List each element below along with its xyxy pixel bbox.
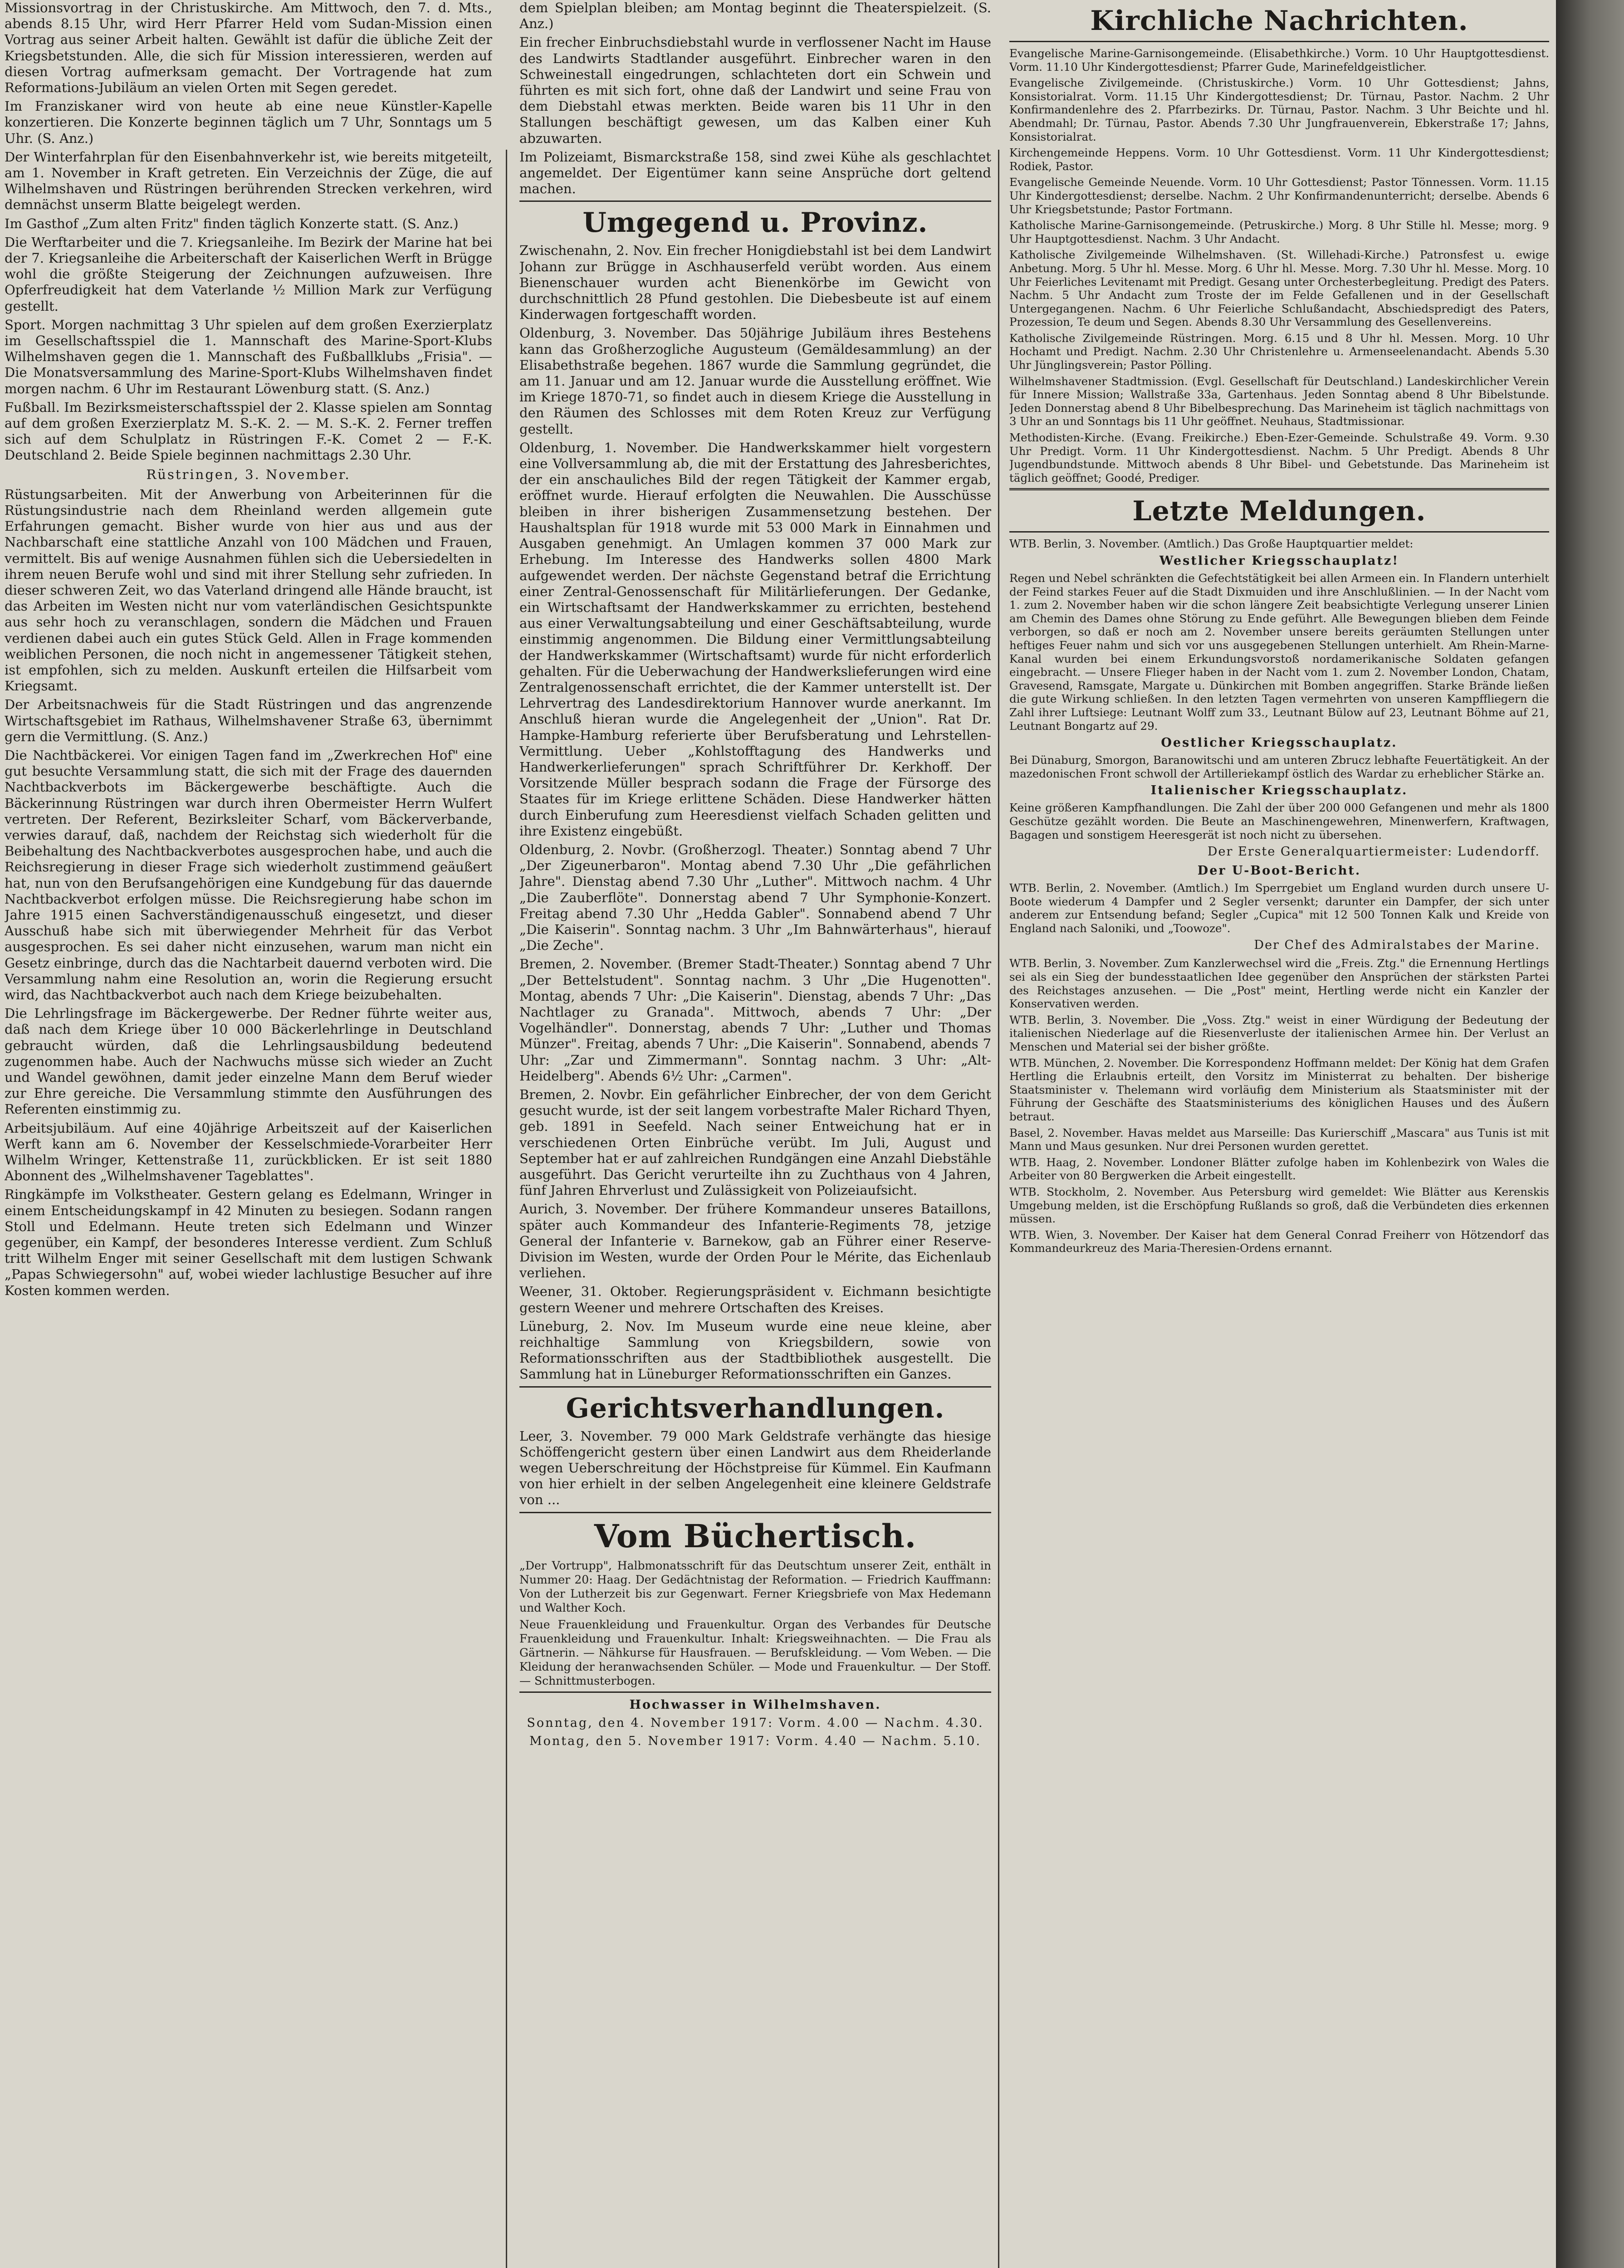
article-paragraph: Im Polizeiamt, Bismarckstraße 158, sind zwei Kühe als geschlachtet angemeldet. Der Eigentümer kann seine Ansprüche dort geltend machen. xyxy=(519,149,991,197)
church-news-block xyxy=(1009,47,1549,484)
heading-letzte-meldungen: Letzte Meldungen. xyxy=(1132,495,1426,528)
article-paragraph: Fußball. Im Bezirksmeisterschaftsspiel der 2. Klasse spielen am Sonntag auf dem großen Exerzierplatz M. S.-K. 2. — M. S.-K. 2. Ferner treffen sich auf dem Schulplatz in Rüstringen F.-K. Comet 2 — F.-K. Deutschland 2. Beide Spiele beginnen nachmittags 2.30 Uhr. xyxy=(5,399,492,463)
heading-umgegend: Umgegend u. Provinz. xyxy=(582,207,928,239)
column-middle xyxy=(519,0,991,2268)
section-rule xyxy=(1009,488,1549,490)
heading-kirchliche: Kirchliche Nachrichten. xyxy=(1090,5,1468,37)
tide-title: Hochwasser in Wilhelmshaven. xyxy=(629,1697,881,1712)
section-rule xyxy=(1009,41,1549,42)
east-front-report: Bei Dünaburg, Smorgon, Baranowitschi und am unteren Zbrucz lebhafte Feuertätigkeit. An der mazedonischen Front schwoll der Artilleriekampf östlich des Wardar zu erheblicher Stärke an. xyxy=(1009,753,1549,780)
section-rule xyxy=(519,200,991,202)
article-paragraph: Kirchengemeinde Heppens. Vorm. 10 Uhr Gottesdienst. Vorm. 11 Uhr Kindergottesdienst; Rodiek, Pastor. xyxy=(1009,146,1549,173)
court-news-block xyxy=(519,1428,991,1508)
article-paragraph: Evangelische Zivilgemeinde. (Christuskirche.) Vorm. 10 Uhr Gottesdienst; Jahns, Konsistorialrat. Vorm. 11.15 Uhr Kindergottesdienst; Dr. Türnau, Pastor. Nachm. 2 Uhr Konfirmandenlehre des 2. Pfarrbezirks. Dr. Türnau, Pastor. Nachm. 3 Uhr Beichte und hl. Abendmahl; Dr. Türnau, Pastor. Abends 7.30 Uhr Jungfrauenverein, Ebkerstraße 17; Jahns, Konsistorialrat. xyxy=(1009,76,1549,143)
article-paragraph: Die Werftarbeiter und die 7. Kriegsanleihe. Im Bezirk der Marine hat bei der 7. Kriegsanleihe die Arbeiterschaft der Kaiserlichen Werft in Brügge wohl die größte Steigerung der Zeichnungen aufzuweisen. Ihre Opferfreudigkeit hat dem Vaterlande ½ Million Mark zur Verfügung gestellt. xyxy=(5,234,492,314)
tide-line: Sonntag, den 4. November 1917: Vorm. 4.00 — Nachm. 4.30. xyxy=(527,1716,984,1730)
news-intro: WTB. Berlin, 3. November. (Amtlich.) Das Große Hauptquartier meldet: xyxy=(1009,537,1414,551)
article-paragraph: Methodisten-Kirche. (Evang. Freikirche.) Eben-Ezer-Gemeinde. Schulstraße 49. Vorm. 9.30 Uhr Predigt. Vorm. 11 Uhr Kindergottesdienst. Nachm. 5 Uhr Predigt. Abends 8 Uhr Jugendbundstunde. Mittwoch abends 8 Uhr Bibel- und Gebetstunde. Das Marineheim ist täglich geöffnet; Goodé, Prediger. xyxy=(1009,431,1549,484)
italy-front-report: Keine größeren Kampfhandlungen. Die Zahl der über 200 000 Gefangenen und mehr als 1800 Geschütze gezählt worden. Die Beute an Maschinengewehren, Minenwerfern, Kraftwagen, Bagagen und sonstigem Heeresgerät ist noch nicht zu übersehen. xyxy=(1009,801,1549,841)
section-rule xyxy=(1009,531,1549,533)
article-paragraph: WTB. Berlin, 3. November. Zum Kanzlerwechsel wird die „Freis. Ztg." die Ernennung Hertlings sei als ein Sieg der bundesstaatlichen Idee gegenüber den Ansprüchen der stärksten Partei des Reichstages anzusehen. — Die „Post" meint, Hertling werde nicht ein Kanzler der Konservativen werden. xyxy=(1009,957,1549,1011)
italy-front-title: Italienischer Kriegsschauplatz. xyxy=(1150,783,1408,798)
article-paragraph: Katholische Marine-Garnisongemeinde. (Petruskirche.) Morg. 8 Uhr Stille hl. Messe; morg. 9 Uhr Hauptgottesdienst. Nachm. 3 Uhr Andacht. xyxy=(1009,219,1549,245)
heading-buechertisch: Vom Büchertisch. xyxy=(594,1517,917,1555)
article-paragraph: Ein frecher Einbruchsdiebstahl wurde in verflossener Nacht im Hause des Landwirts Stadtlander ausgeführt. Einbrecher waren in den Schweinestall eingedrungen, schlachteten dort ein Schwein und führten es mit sich fort, ohne daß der Landwirt und seine Frau von dem Diebstahl etwas merkten. Beide waren bis 11 Uhr in den Stallungen beschäftigt gewesen, um das Kalben einer Kuh abzuwarten. xyxy=(519,34,991,146)
article-paragraph: Bremen, 2. November. (Bremer Stadt-Theater.) Sonntag abend 7 Uhr „Der Bettelstudent". Sonntag nachm. 3 Uhr „Die Hugenotten". Montag, abends 7 Uhr: „Die Kaiserin". Dienstag, abends 7 Uhr: „Das Nachtlager zu Granada". Mittwoch, abends 7 Uhr: „Der Vogelhändler". Donnerstag, abends 7 Uhr: „Luther und Thomas Münzer". Freitag, abends 7 Uhr: „Die Kaiserin". Sonnabend, abends 7 Uhr: „Zar und Zimmermann". Sonntag nachm. 3 Uhr: „Alt-Heidelberg". Abends 6½ Uhr: „Carmen". xyxy=(519,956,991,1084)
ruestringen-news-block xyxy=(5,487,492,1299)
article-paragraph: Oldenburg, 2. Novbr. (Großherzogl. Theater.) Sonntag abend 7 Uhr „Der Zigeunerbaron". Montag abend 7.30 Uhr „Die gefährlichen Jahre". Dienstag abend 7.30 Uhr „Luther". Mittwoch nachm. 4 Uhr „Die Zauberflöte". Donnerstag abend 7 Uhr Symphonie-Konzert. Freitag abend 7.30 Uhr „Hedda Gabler". Sonnabend abend 7 Uhr „Die Kaiserin". Sonntag nachm. 3 Uhr „Im Bahnwärterhaus", hierauf „Die Zeche". xyxy=(519,841,991,953)
column-divider xyxy=(998,150,999,2268)
article-paragraph: Aurich, 3. November. Der frühere Kommandeur unseres Bataillons, später auch Kommandeur des Infanterie-Regiments 78, jetzige General der Infanterie v. Barnekow, gab an Führer einer Reserve-Division im Westen, wurde der Orden Pour le Mérite, das Eichenlaub verliehen. xyxy=(519,1201,991,1281)
article-paragraph: Oldenburg, 1. November. Die Handwerkskammer hielt vorgestern eine Vollversammlung ab, die mit der Erstattung des Jahresberichtes, der ein anschauliches Bild der regen Tätigkeit der Kammer ergab, eröffnet wurde. Hierauf erfolgten die Neuwahlen. Die Ausschüsse bleiben in ihrer bisherigen Zusammensetzung bestehen. Der Haushaltsplan für 1918 wurde mit 53 000 Mark in Einnahmen und Ausgaben genehmigt. An Umlagen kommen 37 000 Mark zur Erhebung. Im Interesse des Handwerks sollen 4800 Mark aufgewendet werden. Der nächste Gegenstand betraf die Errichtung einer Zentral-Genossenschaft für Militärlieferungen. Der Gedanke, ein Wirtschaftsamt der Handwerkskammer zu errichten, bestehend aus einer Verwaltungsabteilung und einer Geschäftsabteilung, wurde einstimmig angenommen. Die Bildung einer Vermittlungsabteilung der Handwerkskammer (Wirtschaftsamt) wurde für nicht erforderlich gehalten. Für die Ueberwachung der Handwerkslieferungen wird eine Zentralgenossenschaft errichtet, die der Kammer unterstellt ist. Der Lehrvertrag des Landesdirektorium Hannover wurde anerkannt. Im Anschluß hieran wurde die Angelegenheit der „Union". Rat Dr. Hampke-Hamburg referierte über Berufsberatung und Lehrstellen-Vermittlung. Ueber „Kohlstofftagung des Handwerks und Handwerkerlieferungen" sprach Schriftführer Dr. Kerkhoff. Der Vorsitzende Müller besprach sodann die Frage der Fürsorge des Staates für im Kriege erlittene Schäden. Diese Handwerker hätten durch Einberufung zum Heeresdienst vielfach Schaden gelitten und ihre Existenz eingebüßt. xyxy=(519,440,991,839)
article-paragraph: Neue Frauenkleidung und Frauenkultur. Organ des Verbandes für Deutsche Frauenkleidung und Frauenkultur. Inhalt: Kriegsweihnachten. — Die Frau als Gärtnerin. — Nähkurse für Hausfrauen. — Berufskleidung. — Vom Weben. — Die Kleidung der heranwachsenden Schüler. — Mode und Frauenkultur. — Der Stoff. — Schnittmusterbogen. xyxy=(519,1618,991,1687)
latest-news-block xyxy=(1009,957,1549,1255)
province-news-block xyxy=(519,243,991,1382)
article-paragraph: Rüstungsarbeiten. Mit der Anwerbung von Arbeiterinnen für die Rüstungsindustrie nach dem Rheinland werden allgemein gute Erfahrungen gemacht. Bisher wurde von hier aus und aus der Nachbarschaft eine stattliche Anzahl von 100 Mädchen und Frauen, vermittelt. Bis auf wenige Ausnahmen fühlen sich die Uebersiedelten in ihrem neuen Berufe wohl und sind mit ihrer Stellung sehr zufrieden. In dieser schweren Zeit, wo das Vaterland dringend alle Hände braucht, ist das Arbeiten im Westen nicht nur vom vaterländischen Gesichtspunkte aus sehr hoch zu veranschlagen, sondern die Mädchen und Frauen verdienen dabei auch ein gutes Stück Geld. Allen in Frage kommenden weiblichen Personen, die noch nicht in angemessener Tätigkeit stehen, ist empfohlen, sich zu melden. Auskunft erteilen die Hilfsarbeit vom Kriegsamt. xyxy=(5,486,492,694)
article-paragraph: Wilhelmshavener Stadtmission. (Evgl. Gesellschaft für Deutschland.) Landeskirchlicher Verein für Innere Mission; Wallstraße 33a, Gartenhaus. Jeden Sonntag abend 8 Uhr Bibelstunde. Jeden Donnerstag abend 8 Uhr Bibelbesprechung. Das Marineheim ist täglich nachmittags von 3 Uhr an und Sonntags bis 11 Uhr geöffnet. Neuhaus, Stadtmissionar. xyxy=(1009,374,1549,428)
article-paragraph: Weener, 31. Oktober. Regierungspräsident v. Eichmann besichtigte gestern Weener und mehrere Ortschaften des Kreises. xyxy=(519,1284,991,1315)
east-front-title: Oestlicher Kriegsschauplatz. xyxy=(1161,736,1398,750)
article-paragraph: Evangelische Gemeinde Neuende. Vorm. 10 Uhr Gottesdienst; Pastor Tönnessen. Vorm. 11.15 Uhr Kindergottesdienst; derselbe. Nachm. 2 Uhr Konfirmandenunterricht; derselbe. Abends 6 Uhr Kriegsbetstunde; Pastor Fortmann. xyxy=(1009,176,1549,216)
article-paragraph: „Der Vortrupp", Halbmonatsschrift für das Deutschtum unserer Zeit, enthält in Nummer 20: Haag. Der Gedächtnistag der Reformation. — Friedrich Kauffmann: Von der Lutherzeit bis zur Gegenwart. Ferner Kriegsbriefe von Max Hedemann und Walther Koch. xyxy=(519,1559,991,1614)
dateline-ruestringen: Rüstringen, 3. November. xyxy=(146,466,351,482)
article-paragraph: Zwischenahn, 2. Nov. Ein frecher Honigdiebstahl ist bei dem Landwirt Johann zur Brügge in Aschhauserfeld verübt worden. Aus einem Bienenschauer wurden acht Bienenkörbe im Gewicht von durchschnittlich 28 Pfund gestohlen. Die Diebesbeute ist auf einem Kinderwagen fortgeschafft worden. xyxy=(519,243,991,323)
article-paragraph: Bremen, 2. Novbr. Ein gefährlicher Einbrecher, der von dem Gericht gesucht wurde, ist der seit langem vorbestrafte Maler Richard Thyen, geb. 1891 in Seefeld. Nach seiner Entweichung hat er in verschiedenen Orten Einbrüche verübt. Im Juli, August und September hat er auf zahlreichen Rundgängen eine Anzahl Diebstähle ausgeführt. Das Gericht verurteilte ihn zu Zuchthaus von 4 Jahren, fünf Jahren Ehrverlust und Zulässigkeit von Polizeiaufsicht. xyxy=(519,1087,991,1198)
west-front-report: Regen und Nebel schränkten die Gefechtstätigkeit bei allen Armeen ein. In Flandern unterhielt der Feind starkes Feuer auf die Stadt Dixmuiden und ihre Anschlußlinien. — In der Nacht vom 1. zum 2. November haben wir die schon längere Zeit beabsichtigte Verlegung unserer Linien am Chemin des Dames ohne Störung zu Ende geführt. Alle Bewegungen blieben dem Feinde verborgen, so daß er noch am 2. November unsere bereits geräumten Stellungen unter heftiges Feuer nahm und sich vor uns ausgegebenen Stellungen unterhielt. Am Rhein-Marne-Kanal wurden bei einem Erkundungsvorstoß nordamerikanische Soldaten gefangen eingebracht. — Unsere Flieger haben in der Nacht vom 1. zum 2. November London, Chatam, Gravesend, Ramsgate, Margate u. Dünkirchen mit Bomben angegriffen. Starke Brände ließen die gute Wirkung schließen. In den letzten Tagen vermehrten von unseren Kampffliegern die Zahl ihrer Luftsiege: Leutnant Wolff zum 33., Leutnant Bülow auf 23, Leutnant Böhme auf 21, Leutnant Bongartz auf 29. xyxy=(1009,572,1549,733)
article-paragraph: Im Franziskaner wird von heute ab eine neue Künstler-Kapelle konzertieren. Die Konzerte beginnen täglich um 7 Uhr, Sonntags um 5 Uhr. (S. Anz.) xyxy=(5,98,492,146)
column-left xyxy=(5,0,492,2268)
heading-gericht: Gerichtsverhandlungen. xyxy=(566,1392,945,1424)
section-rule xyxy=(519,1512,991,1513)
article-paragraph: Sport. Morgen nachmittag 3 Uhr spielen auf dem großen Exerzierplatz im Gesellschaftsspiel die 1. Mannschaft des Marine-Sport-Klubs Wilhelmshaven gegen die 1. Mannschaft des Fußballklubs „Frisia". — Die Monatsversammlung des Marine-Sport-Klubs Wilhelmshaven findet morgen nachm. 6 Uhr im Restaurant Löwenburg statt. (S. Anz.) xyxy=(5,317,492,396)
article-paragraph: Die Lehrlingsfrage im Bäckergewerbe. Der Redner führte weiter aus, daß nach dem Kriege über 10 000 Bäckerlehrlinge in Deutschland gebraucht würden, daß die Lehrlingsausbildung bedeutend zugenommen habe. Auch der Nachwuchs müsse sich wieder an Zucht und Wandel gewöhnen, damit jeder einzelne Mann dem Beruf wieder zur Ehre gereiche. Die Versammlung stimmte den Ausführungen des Referenten einstimmig zu. xyxy=(5,1006,492,1117)
article-paragraph: Im Gasthof „Zum alten Fritz" finden täglich Konzerte statt. (S. Anz.) xyxy=(5,215,459,231)
article-paragraph: Missionsvortrag in der Christuskirche. Am Mittwoch, den 7. d. Mts., abends 8.15 Uhr, wird Herr Pfarrer Held vom Sudan-Mission einen Vortrag aus seiner Arbeit halten. Gewählt ist dafür die übliche Zeit der Kriegsbetstunden. Alle, die sich für Mission interessieren, werden auf diesen Vortrag aufmerksam gemacht. Der Vortragende hat zum Reformations-Jubiläum an vielen Orten mit Segen geredet. xyxy=(5,0,492,96)
article-paragraph: Katholische Zivilgemeinde Rüstringen. Morg. 6.15 und 8 Uhr hl. Messen. Morg. 10 Uhr Hochamt und Predigt. Nachm. 2.30 Uhr Christenlehre u. Armenseelenandacht. Abends 5.30 Uhr Jünglingsverein; Pastor Pölling. xyxy=(1009,331,1549,372)
article-paragraph: Lüneburg, 2. Nov. Im Museum wurde eine neue kleine, aber reichhaltige Sammlung von Kriegsbildern, sowie von Reformationsschriften aus der Stadtbibliothek ausgestellt. Die Sammlung hat in Lüneburger Reformationsschriften ein Ganzes. xyxy=(519,1318,991,1382)
tide-line: Montag, den 5. November 1917: Vorm. 4.40 — Nachm. 5.10. xyxy=(529,1734,982,1748)
west-front-title: Westlicher Kriegsschauplatz! xyxy=(1159,554,1399,568)
article-paragraph: Katholische Zivilgemeinde Wilhelmshaven. (St. Willehadi-Kirche.) Patronsfest u. ewige Anbetung. Morg. 5 Uhr hl. Messe. Morg. 6 Uhr hl. Messe. Morg. 7.30 Uhr hl. Messe. Morg. 10 Uhr Feierliches Levitenamt mit Predigt. Gesang unter Orchesterbegleitung. Predigt des Paters. Nachm. 5 Uhr Andacht zum Troste der im Felde Gefallenen und in der Gesellschaft Untergegangenen. Nachm. 6 Uhr Feierliche Schlußandacht, Abschiedspredigt des Paters, Prozession, Te deum und Segen. Abends 8.30 Uhr Versammlung des Gesellenvereins. xyxy=(1009,248,1549,329)
article-paragraph: Die Nachtbäckerei. Vor einigen Tagen fand im „Zwerkrechen Hof" eine gut besuchte Versammlung statt, die sich mit der Frage des dauernden Nachtbackverbots im Bäckergewerbe beschäftigte. Auch die Bäckerinnung Rüstringen war durch ihren Obermeister Herrn Wulfert vertreten. Der Referent, Bezirksleiter Scharf, vom Bäckerverbande, verwies darauf, daß, nachdem der Reichstag sich wiederholt für die Beibehaltung des Nachtbackverbotes ausgesprochen habe, und auch die Reichsregierung in dieser Frage sich wiederholt zustimmend geäußert hat, nun von den Berufsangehörigen eine Kundgebung für das dauernde Nachtbackverbot erfolgen müsse. Die Reichsregierung habe schon im Jahre 1915 einen Sachverständigenausschuß eingesetzt, und dieser Ausschuß habe sich mit überwiegender Mehrheit für das Verbot ausgesprochen. Es sei daher nicht einzusehen, warum man nicht ein Gesetz einbringe, durch das die Nachtarbeit dauernd verboten wird. Die Versammlung nahm eine Resolution an, worin die Regierung ersucht wird, das Nachtbackverbot auch nach dem Kriege beizubehalten. xyxy=(5,747,492,1002)
article-paragraph: Basel, 2. November. Havas meldet aus Marseille: Das Kurierschiff „Mascara" aus Tunis ist mit Mann und Maus gesunken. Nur drei Personen wurden gerettet. xyxy=(1009,1126,1549,1153)
column-right xyxy=(1009,0,1549,2268)
local-news-continued xyxy=(519,0,991,197)
uboat-title: Der U-Boot-Bericht. xyxy=(1197,864,1361,878)
article-paragraph: Ringkämpfe im Volkstheater. Gestern gelang es Edelmann, Wringer in einem Entscheidungskampf in 42 Minuten zu besiegen. Sodann rangen Stoll und Edelmann. Heute treten sich Edelmann und Winzer gegenüber, ein Kampf, der besonderes Interesse verdient. Zum Schluß tritt Wilhelm Enger mit seiner Gesellschaft mit dem lustigen Schwank „Papas Schwiegersohn" auf, wobei wieder lachlustige Besucher auf ihre Kosten kommen werden. xyxy=(5,1187,492,1298)
article-paragraph: Der Winterfahrplan für den Eisenbahnverkehr ist, wie bereits mitgeteilt, am 1. November in Kraft getreten. Ein Verzeichnis der Züge, die auf Wilhelmshaven und Rüstringen berührenden Strecken verkehren, wird demnächst unserm Blatte beigelegt werden. xyxy=(5,149,492,213)
article-paragraph: Oldenburg, 3. November. Das 50jährige Jubiläum ihres Bestehens kann das Großherzogliche Augusteum (Gemäldesammlung) an der Elisabethstraße begehen. 1867 wurde die Sammlung gegründet, die am 11. Januar und am 12. Januar wurde die Ausstellung eröffnet. Wie im Kriege 1870-71, so findet auch in diesem Kriege die Ausstellung in den Räumen des Schlosses mit dem Roten Kreuz zur Verfügung gestellt. xyxy=(519,325,991,437)
uboat-report: WTB. Berlin, 2. November. (Amtlich.) Im Sperrgebiet um England wurden durch unsere U-Boote wiederum 4 Dampfer und 2 Segler versenkt; darunter ein Dampfer, der sich unter anderem zur Entsendung befand; Segler „Cupica" mit 12 500 Tonnen Kalk und Kreide von England nach Saloniki, und „Toowoze". xyxy=(1009,881,1549,935)
article-paragraph: WTB. Wien, 3. November. Der Kaiser hat dem General Conrad Freiherr von Hötzendorf das Kommandeurkreuz des Maria-Theresien-Ordens ernannt. xyxy=(1009,1228,1549,1255)
column-divider xyxy=(506,150,507,2268)
local-news-block xyxy=(5,0,492,464)
article-paragraph: Evangelische Marine-Garnisongemeinde. (Elisabethkirche.) Vorm. 10 Uhr Hauptgottesdienst. Vorm. 11.10 Uhr Kindergottesdienst; Pfarrer Gude, Marinefeldgeistlicher. xyxy=(1009,47,1549,73)
article-paragraph: WTB. Haag, 2. November. Londoner Blätter zufolge haben im Kohlenbezirk von Wales die Arbeiter von 80 Bergwerken die Arbeit eingestellt. xyxy=(1009,1155,1549,1183)
article-paragraph: Leer, 3. November. 79 000 Mark Geldstrafe verhängte das hiesige Schöffengericht gestern über einen Landwirt aus dem Rheiderlande wegen Ueberschreitung der Höchstpreise für Kümmel. Ein Kaufmann von hier erhielt in der selben Angelegenheit eine kleinere Geldstrafe von ... xyxy=(519,1428,991,1508)
book-news-block xyxy=(519,1559,991,1688)
signature-ludendorff: Der Erste Generalquartiermeister: Ludendorff. xyxy=(1207,845,1540,859)
section-rule xyxy=(519,1691,991,1693)
signature-admiralstab: Der Chef des Admiralstabes der Marine. xyxy=(1254,938,1540,953)
article-paragraph: WTB. Berlin, 3. November. Die „Voss. Ztg." weist in einer Würdigung der Bedeutung der italienischen Niederlage auf die Riesenverluste der italienischen Armee hin. Der Verlust an Menschen und Material sei der bisher größte. xyxy=(1009,1013,1549,1054)
section-rule xyxy=(519,1386,991,1388)
article-paragraph: Der Arbeitsnachweis für die Stadt Rüstringen und das angrenzende Wirtschaftsgebiet im Rathaus, Wilhelmshavener Straße 63, übernimmt gern die Vermittlung. (S. Anz.) xyxy=(5,697,492,744)
article-paragraph: WTB. München, 2. November. Die Korrespondenz Hoffmann meldet: Der König hat dem Grafen Hertling die Erlaubnis erteilt, den Vorsitz im Ministerrat zu behalten. Der bisherige Staatsminister v. Thelemann wird vorläufig dem Ministerium als Staatsminister mit der Führung der Geschäfte des Staatsministeriums des königlichen Hauses und des Äußern betraut. xyxy=(1009,1056,1549,1123)
article-paragraph: WTB. Stockholm, 2. November. Aus Petersburg wird gemeldet: Wie Blätter aus Kerenskis Umgebung melden, ist die Erschöpfung Rußlands so groß, daß die Verbündeten dies erkennen müssen. xyxy=(1009,1185,1549,1226)
article-paragraph: Arbeitsjubiläum. Auf eine 40jährige Arbeitszeit auf der Kaiserlichen Werft kann am 6. November der Kesselschmiede-Vorarbeiter Herr Wilhelm Wringer, Kettenstraße 11, zurückblicken. Er ist seit 1880 Abonnent des „Wilhelmshavener Tageblattes". xyxy=(5,1120,492,1184)
scan-edge xyxy=(1556,0,1624,2268)
article-paragraph: dem Spielplan bleiben; am Montag beginnt die Theaterspielzeit. (S. Anz.) xyxy=(519,0,991,32)
